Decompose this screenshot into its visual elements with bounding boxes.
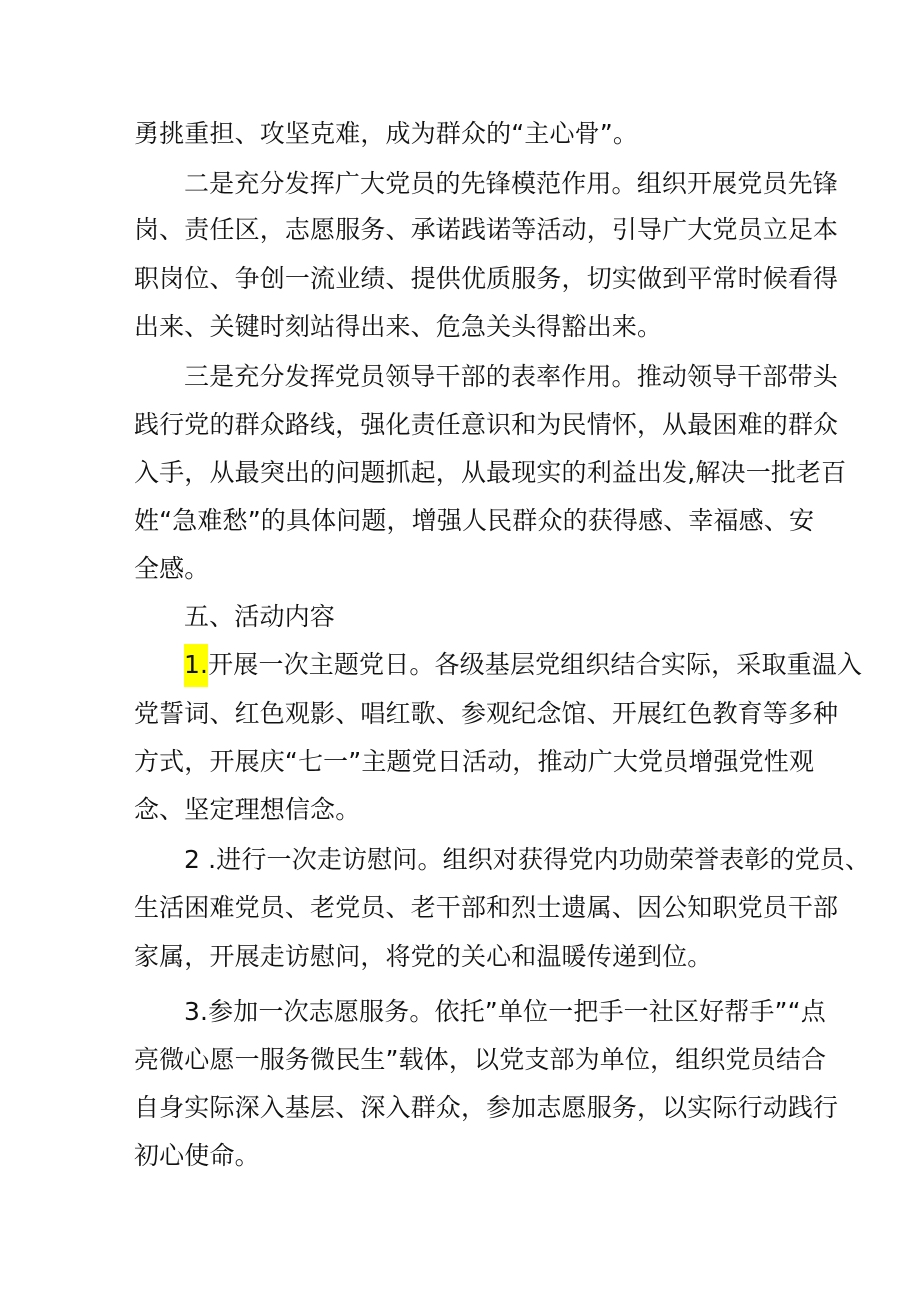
paragraph-line-22: 初心使命。 [134, 1141, 260, 1170]
paragraph-line-9: 姓“急难愁”的具体问题，增强人民群众的获得感、幸福感、安 [134, 506, 815, 535]
paragraph-line-1: 勇挑重担、攻坚克难，成为群众的“主心骨”。 [134, 119, 639, 148]
paragraph-line-21: 自身实际深入基层、深入群众，参加志愿服务，以实际行动践行 [134, 1093, 839, 1122]
paragraph-line-3: 岗、责任区，志愿服务、承诺践诺等活动，引导广大党员立足本 [134, 215, 839, 244]
paragraph-line-12 [184, 648, 862, 682]
paragraph-line-4: 职岗位、争创一流业绩、提供优质服务，切实做到平常时候看得 [134, 264, 839, 293]
paragraph-line-8: 入手，从最突出的问题抓起，从最现实的利益出发,解决一批老百 [134, 458, 847, 487]
item-number-highlight: 1. [184, 644, 208, 687]
paragraph-line-17: 生活困难党员、老党员、老干部和烈士遗属、因公知职党员干部 [134, 893, 839, 922]
paragraph-line-20: 亮微心愿一服务微民生”载体，以党支部为单位，组织党员结合 [134, 1045, 827, 1074]
paragraph-line-7: 践行党的群众路线，强化责任意识和为民情怀，从最困难的群众 [134, 410, 839, 439]
item-1-text: 开展一次主题党日。各级基层党组织结合实际，采取重温入 [208, 650, 863, 679]
paragraph-line-14: 方式，开展庆“七一”主题党日活动，推动广大党员增强党性观 [134, 747, 815, 776]
paragraph-line-18: 家属，开展走访慰问，将党的关心和温暖传递到位。 [134, 942, 713, 971]
paragraph-line-16: 2 .进行一次走访慰问。组织对获得党内功勋荣誉表彰的党员、 [184, 845, 871, 874]
paragraph-line-2: 二是充分发挥广大党员的先锋模范作用。组织开展党员先锋 [184, 169, 838, 198]
section-heading: 五、活动内容 [184, 602, 335, 631]
paragraph-line-15: 念、坚定理想信念。 [134, 795, 361, 824]
paragraph-line-13: 党誓词、红色观影、唱红歌、参观纪念馆、开展红色教育等多种 [134, 699, 839, 728]
paragraph-line-10: 全感。 [134, 554, 210, 583]
paragraph-line-6: 三是充分发挥党员领导干部的表率作用。推动领导干部带头 [184, 362, 838, 391]
paragraph-line-5: 出来、关键时刻站得出来、危急关头得豁出来。 [134, 312, 663, 341]
paragraph-line-19: 3.参加一次志愿服务。依托”单位一把手一社区好帮手”“点 [184, 997, 826, 1026]
